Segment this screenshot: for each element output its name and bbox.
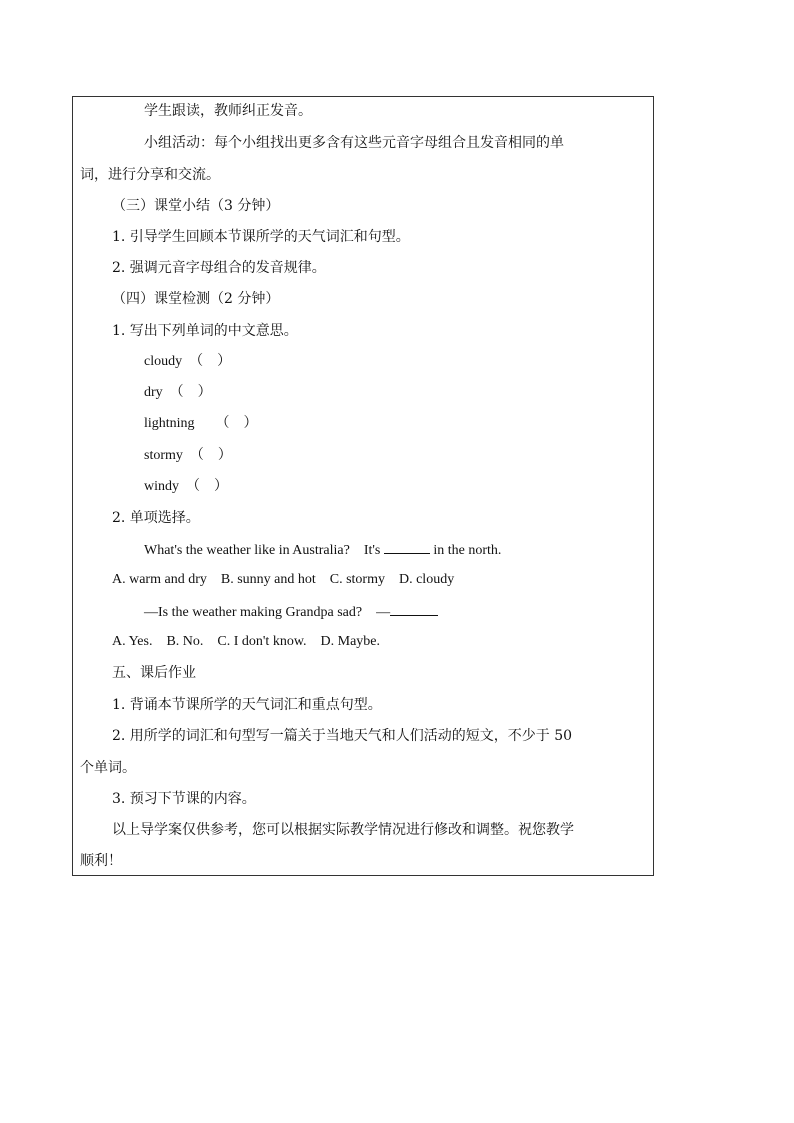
text-line: 学生跟读，教师纠正发音。 <box>144 103 312 119</box>
text-line: 2. 单项选择。 <box>112 510 200 526</box>
text-line: 3. 预习下节课的内容。 <box>112 791 256 807</box>
answer-blank <box>384 539 430 554</box>
text-line: 个单词。 <box>80 760 136 776</box>
vocab-item: cloudy （ ） <box>144 354 232 369</box>
vocab-item: stormy （ ） <box>144 448 232 463</box>
text-line: 1. 写出下列单词的中文意思。 <box>112 323 298 339</box>
text-line: 顺利！ <box>80 853 122 869</box>
question-text: —Is the weather making Grandpa sad? — <box>144 605 391 620</box>
vocab-item: lightning （ ） <box>144 416 258 431</box>
answer-blank <box>390 601 438 616</box>
options-line: A. warm and dry B. sunny and hot C. stormy D. cloudy <box>112 572 455 587</box>
text-line: 词，进行分享和交流。 <box>80 167 220 183</box>
text-line: 2. 用所学的词汇和句型写一篇关于当地天气和人们活动的短文，不少于 50 <box>112 728 573 744</box>
vocab-item: dry （ ） <box>144 385 212 400</box>
text-line: 1. 背诵本节课所学的天气词汇和重点句型。 <box>112 697 382 713</box>
section-heading: （四）课堂检测（2 分钟） <box>112 291 280 307</box>
question-line <box>144 539 501 559</box>
text-line: 小组活动：每个小组找出更多含有这些元音字母组合且发音相同的单 <box>144 135 564 151</box>
text-line: 1. 引导学生回顾本节课所学的天气词汇和句型。 <box>112 229 410 245</box>
question-text: in the north. <box>433 543 502 558</box>
question-text: What's the weather like in Australia? It's <box>144 543 381 558</box>
options-line: A. Yes. B. No. C. I don't know. D. Maybe. <box>112 634 381 649</box>
text-line: 以上导学案仅供参考，您可以根据实际教学情况进行修改和调整。祝您教学 <box>112 822 574 838</box>
section-heading: 五、课后作业 <box>112 665 196 681</box>
vocab-item: windy （ ） <box>144 479 228 494</box>
section-heading: （三）课堂小结（3 分钟） <box>112 198 280 214</box>
text-line: 2. 强调元音字母组合的发音规律。 <box>112 260 326 276</box>
question-line <box>144 601 438 621</box>
